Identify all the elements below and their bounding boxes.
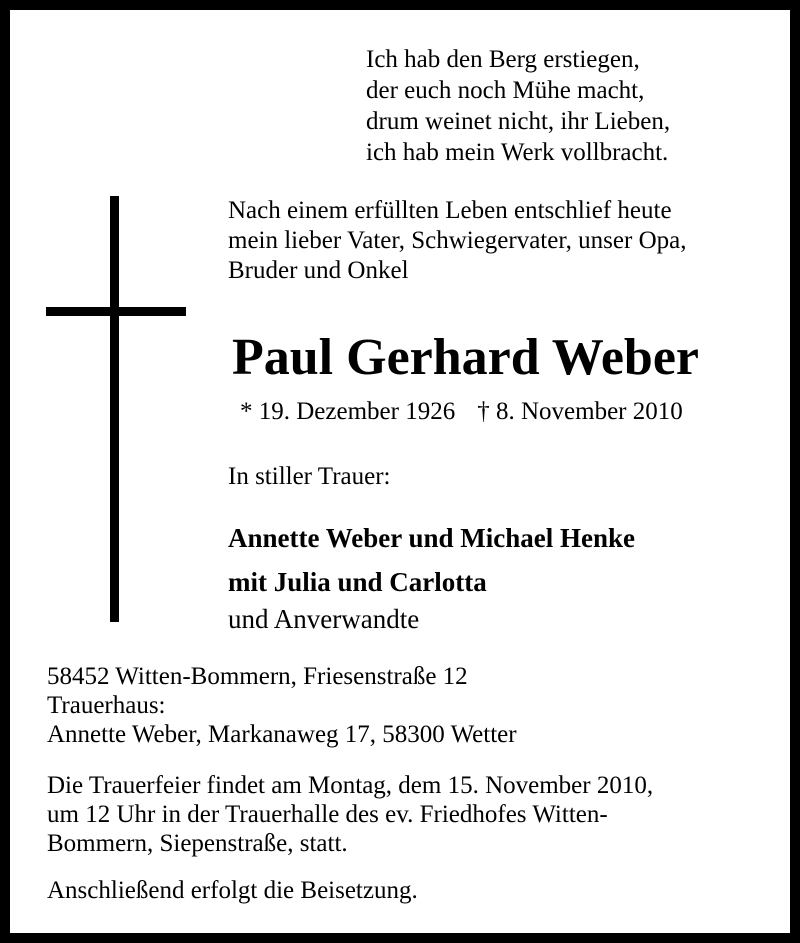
mourning-label: In stiller Trauer:	[228, 463, 391, 490]
poem-line: der euch noch Mühe macht,	[366, 77, 645, 104]
mourner-line: mit Julia und Carlotta	[228, 567, 487, 597]
birth-date: * 19. Dezember 1926	[240, 398, 456, 425]
poem-line: drum weinet nicht, ihr Lieben,	[366, 108, 671, 135]
ceremony-line: um 12 Uhr in der Trauerhalle des ev. Friedhofes Witten-	[47, 801, 608, 828]
address-line: 58452 Witten-Bommern, Friesenstraße 12	[47, 663, 468, 690]
death-date: † 8. November 2010	[477, 398, 683, 425]
ceremony-line: Die Trauerfeier findet am Montag, dem 15. November 2010,	[47, 772, 654, 799]
relatives: und Anverwandte	[228, 604, 420, 634]
cross-icon-crossbar	[46, 307, 186, 316]
address-line: Annette Weber, Markanaweg 17, 58300 Wetter	[47, 721, 517, 748]
life-dates	[240, 397, 683, 427]
mourner-line: Annette Weber und Michael Henke	[228, 523, 636, 553]
address-line: Trauerhaus:	[47, 692, 166, 719]
intro-text	[228, 196, 686, 286]
intro-line: mein lieber Vater, Schwiegervater, unser Opa,	[228, 227, 687, 254]
poem	[366, 44, 670, 168]
mourners	[228, 516, 635, 604]
ceremony-info	[47, 771, 653, 858]
poem-line: ich hab mein Werk vollbracht.	[366, 139, 669, 166]
burial-info: Anschließend erfolgt die Beisetzung.	[47, 877, 418, 904]
address	[47, 662, 517, 749]
deceased-name: Paul Gerhard Weber	[232, 329, 700, 386]
cross-icon	[110, 196, 119, 622]
poem-line: Ich hab den Berg erstiegen,	[366, 46, 640, 73]
intro-line: Bruder und Onkel	[228, 257, 409, 284]
ceremony-line: Bommern, Siepenstraße, statt.	[47, 830, 348, 857]
intro-line: Nach einem erfüllten Leben entschlief heute	[228, 197, 672, 224]
